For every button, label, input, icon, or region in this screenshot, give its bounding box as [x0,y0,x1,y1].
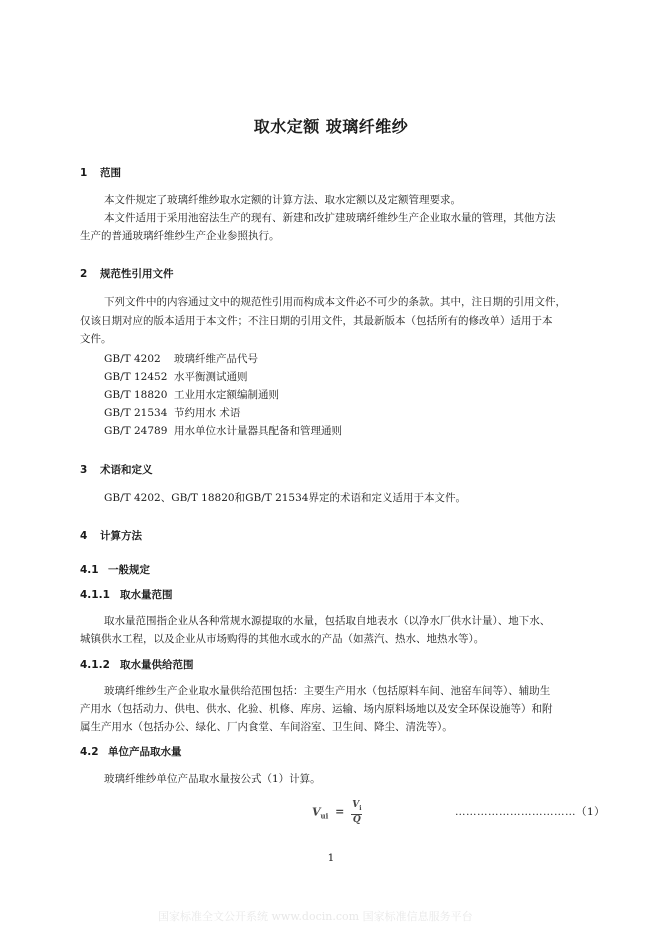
formula-number-line [455,804,605,819]
section-3-heading [80,462,153,477]
reference-code: GB/T 24789 [104,425,168,437]
paragraph: 本文件规定了玻璃纤维纱取水定额的计算方法、取水定额以及定额管理要求。 [104,194,461,206]
paragraph-continuation: 文件。 [80,333,112,345]
section-2-heading [80,266,174,281]
section-1-heading [80,165,121,180]
formula-numerator [351,800,362,815]
section-title: 单位产品取水量 [108,746,182,758]
section-title: 术语和定义 [100,464,153,476]
section-title: 范围 [100,167,121,179]
page-number: 1 [327,852,335,864]
reference-name: 工业用水定额编制通则 [174,389,279,401]
dot-leader: …………………………… [455,806,576,818]
paragraph: 玻璃纤维纱生产企业取水量供给范围包括：主要生产用水（包括原料车间、池窑车间等）、辅助生 [104,685,551,697]
formula-lhs: V [312,805,321,819]
section-title: 一般规定 [108,564,150,576]
section-4-heading [80,528,142,543]
subsection-4-1-heading [80,562,150,577]
section-number: 4.1.2 [80,659,110,671]
reference-item [104,369,248,384]
reference-code: GB/T 4202 [104,353,161,365]
reference-item [104,351,258,366]
paragraph-continuation: 生产的普通玻璃纤维纱生产企业参照执行。 [80,230,280,242]
paragraph-continuation: 仅该日期对应的版本适用于本文件；不注日期的引用文件，其最新版本（包括所有的修改单）适用于本 [80,315,553,327]
section-number: 4.1.1 [80,589,110,601]
reference-name: 水平衡测试通则 [174,371,248,383]
paragraph: 玻璃纤维纱单位产品取水量按公式（1）计算。 [104,773,321,785]
section-number: 4 [80,530,88,542]
formula-fraction [351,800,362,825]
watermark: 国家标准全文公开系统 www.docin.com 国家标准信息服务平台 [158,910,473,923]
subsection-4-2-heading [80,744,182,759]
section-number: 4.1 [80,564,99,576]
formula-equals: = [335,805,345,819]
formula-numerator-var: V [352,800,360,810]
reference-code: GB/T 18820 [104,389,168,401]
paragraph-continuation: 产用水（包括动力、供电、供水、化验、机修、库房、运输、场内原料场地以及安全环保设施等）和附 [80,703,553,715]
formula-denominator: Q [352,814,361,825]
section-title: 取水量供给范围 [120,659,194,671]
reference-code: GB/T 12452 [104,371,168,383]
reference-name: 节约用水 术语 [174,407,241,419]
section-title: 计算方法 [100,530,142,542]
paragraph: 取水量范围指企业从各种常规水源提取的水量，包括取自地表水（以净水厂供水计量）、地下水、 [104,615,551,627]
paragraph-continuation: 属生产用水（包括办公、绿化、厂内食堂、车间浴室、卫生间、降尘、清洗等）。 [80,721,453,733]
reference-item [104,387,279,402]
formula-label: （1） [576,806,606,818]
paragraph-continuation: 城镇供水工程，以及企业从市场购得的其他水或水的产品（如蒸汽、热水、地热水等）。 [80,633,485,645]
formula-lhs-subscript: ui [320,811,329,821]
paragraph: 本文件适用于采用池窑法生产的现有、新建和改扩建玻璃纤维纱生产企业取水量的管理，其他方法 [104,212,556,224]
paragraph: 下列文件中的内容通过文中的规范性引用而构成本文件必不可少的条款。其中，注日期的引用文件， [104,296,566,308]
section-title: 规范性引用文件 [100,268,174,280]
reference-name: 用水单位水计量器具配备和管理通则 [174,425,342,437]
paragraph: GB/T 4202、GB/T 18820和GB/T 21534界定的术语和定义适用于本文件。 [104,492,466,504]
section-number: 2 [80,268,88,280]
section-number: 4.2 [80,746,99,758]
subsection-4-1-2-heading [80,657,194,672]
document-title: 取水定额 玻璃纤维纱 [253,117,409,136]
formula-numerator-subscript: i [359,804,362,812]
reference-code: GB/T 21534 [104,407,168,419]
reference-name: 玻璃纤维产品代号 [174,353,258,365]
subsection-4-1-1-heading [80,587,173,602]
reference-item [104,405,240,420]
section-number: 1 [80,167,88,179]
section-number: 3 [80,464,88,476]
section-title: 取水量范围 [120,589,173,601]
formula [312,800,362,825]
reference-item [104,423,342,438]
